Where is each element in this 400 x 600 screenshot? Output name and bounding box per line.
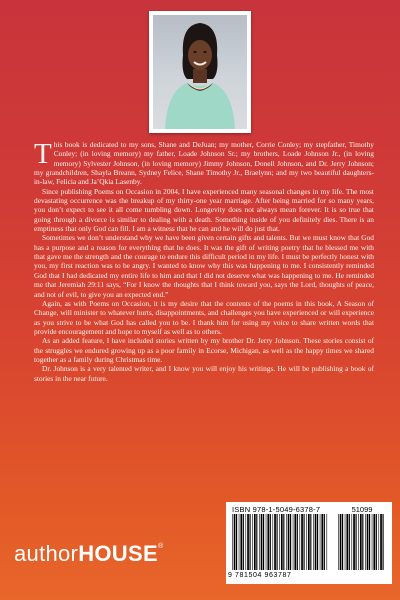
price-code: 51099 <box>351 505 373 514</box>
back-cover-text <box>34 140 374 383</box>
author-photo-frame <box>149 11 251 133</box>
paragraph: As an added feature, I have included stories written by my brother Dr. Jerry Johnson. These stories consist of the struggles we endured growing up as a poor family in Ecorse, Michigan, as well as the happy times we shared together as a family during Christmas time. <box>34 336 374 364</box>
author-photo <box>153 15 247 129</box>
paragraph: Since publishing Poems on Occasion in 2004, I have experienced many seasonal changes in my life. The most devastating occurrence was the breakup of my thirty-one year marriage. After being married for so many years, you don’t expect to see it all come tumbling down. Longevity does not always mean forever. It is so true that going through a divorce is similar to dealing with a death. Something inside of you definitely dies. There is an emptiness that only God can fill. I am a witness that he can and he will do just that. <box>34 186 374 234</box>
publisher-name-bold: HOUSE <box>78 541 158 566</box>
barcode-digits: 9 781504 963787 <box>228 572 292 579</box>
paragraph: Dr. Johnson is a very talented writer, and I know you will enjoy his writings. He will be publishing a book of stories in the near future. <box>34 364 374 383</box>
paragraph: Again, as with Poems on Occasion, it is my desire that the contents of the poems in this book, A Season of Change, will minister to whatever hurts, disappointments, and challenges you have experienced or will experience as you strive to be what God has called you to be. I thank him for using my voice to share written words that provide encouragement and hope to myself as well as to others. <box>34 298 374 336</box>
drop-cap: T <box>34 138 52 170</box>
dedication-paragraph: This book is dedicated to my sons, Shane and DeJuan; my mother, Corrie Conley; my stepfather, Timothy Conley; (in loving memory) my father, Loade Johnson Sr.; my brothers, Loade Johnson Jr., (in loving memory) Sylvester Johnson, (in loving memory) Jimmy Johnson, Donell Johnson, and Dr. Jerry Johnson; my grandchildren, Shayla Breann, Sydney Felice, Shane Timothy Jr., Braelynn; and my two beautiful daughters-in-law, Felicia and Ja’Qkia Lasenby. <box>34 138 374 187</box>
registered-mark: ® <box>157 543 164 550</box>
publisher-logo <box>14 541 163 567</box>
barcode-box <box>226 502 392 584</box>
publisher-name-light: author <box>14 541 79 566</box>
ean-barcode <box>232 514 328 570</box>
paragraph: Sometimes we don’t understand why we have been given certain gifts and talents. But we must know that God has a purpose and a reason for everything that he does. It was the gift of writing poetry that he blessed me with that gave me the strength and the courage to endure this difficult period in my life. I must be perfectly honest with you, my first reaction was to be angry. I wanted to know why this was happening to me. I consistently reminded God that I had dedicated my entire life to him and that I did not deserve what was happening to me. He reminded me that Jeremiah 29:11 says, “For I know the thoughts that I think toward you, says the Lord, thoughts of peace, and not of evil, to give you an expected end.” <box>34 233 374 299</box>
price-barcode <box>338 514 386 570</box>
isbn-label: ISBN 978-1-5049-6378-7 <box>232 505 321 514</box>
